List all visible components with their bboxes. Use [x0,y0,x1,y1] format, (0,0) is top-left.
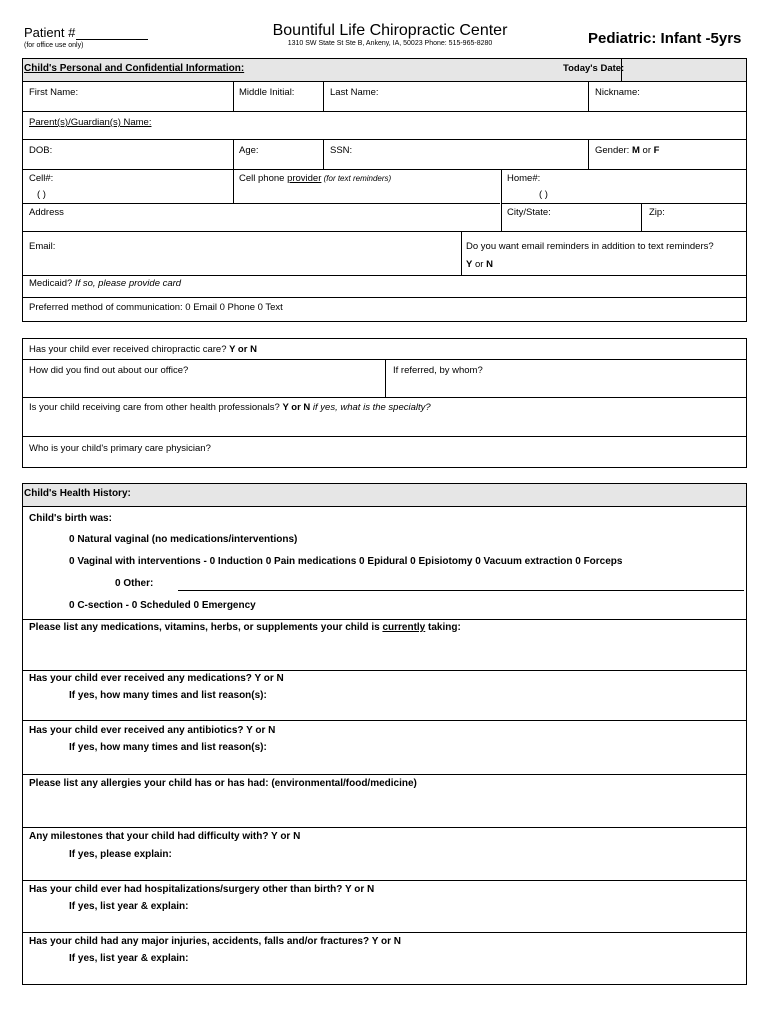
clinic-name: Bountiful Life Chiropractic Center [272,22,508,39]
middle-initial-field[interactable]: Middle Initial: [239,87,295,98]
last-name-field[interactable]: Last Name: [330,87,379,98]
antibiotics-sub: If yes, how many times and list reason(s): [69,742,267,753]
ever-medications-sub: If yes, how many times and list reason(s): [69,690,267,701]
form-type-title: Pediatric: Infant -5yrs [588,30,742,47]
gender-m-option[interactable]: M [631,145,640,156]
milestones-question[interactable]: Any milestones that your child had difficulty with? Y or N [29,831,301,842]
birth-natural-option[interactable]: 0 Natural vaginal (no medications/interventions) [69,534,298,545]
patient-number-label: Patient # [24,25,148,40]
patient-number-field[interactable] [76,28,148,40]
home-area-code: ( ) [539,189,548,200]
primary-physician-field[interactable]: Who is your child's primary care physician? [29,443,211,454]
medications-question[interactable]: Please list any medications, vitamins, herbs, or supplements your child is currently taking: [29,622,461,633]
birth-title: Child's birth was: [29,513,112,524]
cell-field[interactable]: Cell#: [29,173,54,184]
care-section [22,338,747,468]
health-history-header [23,484,746,506]
city-state-field[interactable]: City/State: [507,207,551,218]
hospitalization-sub: If yes, list year & explain: [69,901,189,912]
birth-other-line[interactable] [178,590,744,591]
cell-provider-field[interactable]: Cell phone provider (for text reminders) [239,173,392,184]
email-reminders-question: Do you want email reminders in addition to text reminders? [466,241,714,252]
allergies-question[interactable]: Please list any allergies your child has or has had: (environmental/food/medicine) [29,778,417,789]
home-phone-field[interactable]: Home#: [507,173,541,184]
nickname-field[interactable]: Nickname: [595,87,640,98]
address-field[interactable]: Address [29,207,64,218]
gender-field[interactable]: Gender: M or F [595,145,660,156]
ever-medications-question[interactable]: Has your child ever received any medications? Y or N [29,673,284,684]
birth-other-option[interactable]: 0 Other: [115,578,154,589]
email-reminders-yn[interactable]: Y or N [466,259,493,270]
other-professionals-question[interactable]: Is your child receiving care from other health professionals? Y or N if yes, what is the specialty? [29,402,431,413]
first-name-field[interactable]: First Name: [29,87,79,98]
find-office-field[interactable]: How did you find out about our office? [29,365,189,376]
preferred-communication[interactable]: Preferred method of communication: 0 Email 0 Phone 0 Text [29,302,283,313]
ssn-field[interactable]: SSN: [330,145,353,156]
medicaid-field[interactable]: Medicaid? If so, please provide card [29,278,182,289]
chiropractic-care-question[interactable]: Has your child ever received chiropractic care? Y or N [29,344,257,355]
health-history-title: Child's Health History: [24,488,131,499]
personal-info-section [22,58,747,322]
parents-name-field[interactable]: Parent(s)/Guardian(s) Name: [29,117,152,128]
injuries-question[interactable]: Has your child had any major injuries, accidents, falls and/or fractures? Y or N [29,936,401,947]
injuries-sub: If yes, list year & explain: [69,953,189,964]
birth-csection-option[interactable]: 0 C-section - 0 Scheduled 0 Emergency [69,600,256,611]
todays-date-label: Today's Date: [563,63,625,74]
email-field[interactable]: Email: [29,241,56,252]
health-history-section [22,483,747,985]
antibiotics-question[interactable]: Has your child ever received any antibiotics? Y or N [29,725,276,736]
cell-area-code: ( ) [37,189,46,200]
zip-field[interactable]: Zip: [649,207,665,218]
birth-interventions-option[interactable]: 0 Vaginal with interventions - 0 Induction 0 Pain medications 0 Epidural 0 Episiotomy 0 Vacuum extraction 0 Forceps [69,556,623,567]
office-use-note: (for office use only) [24,42,84,49]
gender-f-option[interactable]: F [653,145,660,156]
clinic-address: 1310 SW State St Ste B, Ankeny, IA, 50023 Phone: 515-965-8280 [287,40,493,47]
hospitalization-question[interactable]: Has your child ever had hospitalizations/surgery other than birth? Y or N [29,884,375,895]
milestones-sub: If yes, please explain: [69,849,172,860]
dob-field[interactable]: DOB: [29,145,53,156]
personal-info-title: Child's Personal and Confidential Information: [24,63,245,74]
referred-by-field[interactable]: If referred, by whom? [393,365,483,376]
age-field[interactable]: Age: [239,145,259,156]
